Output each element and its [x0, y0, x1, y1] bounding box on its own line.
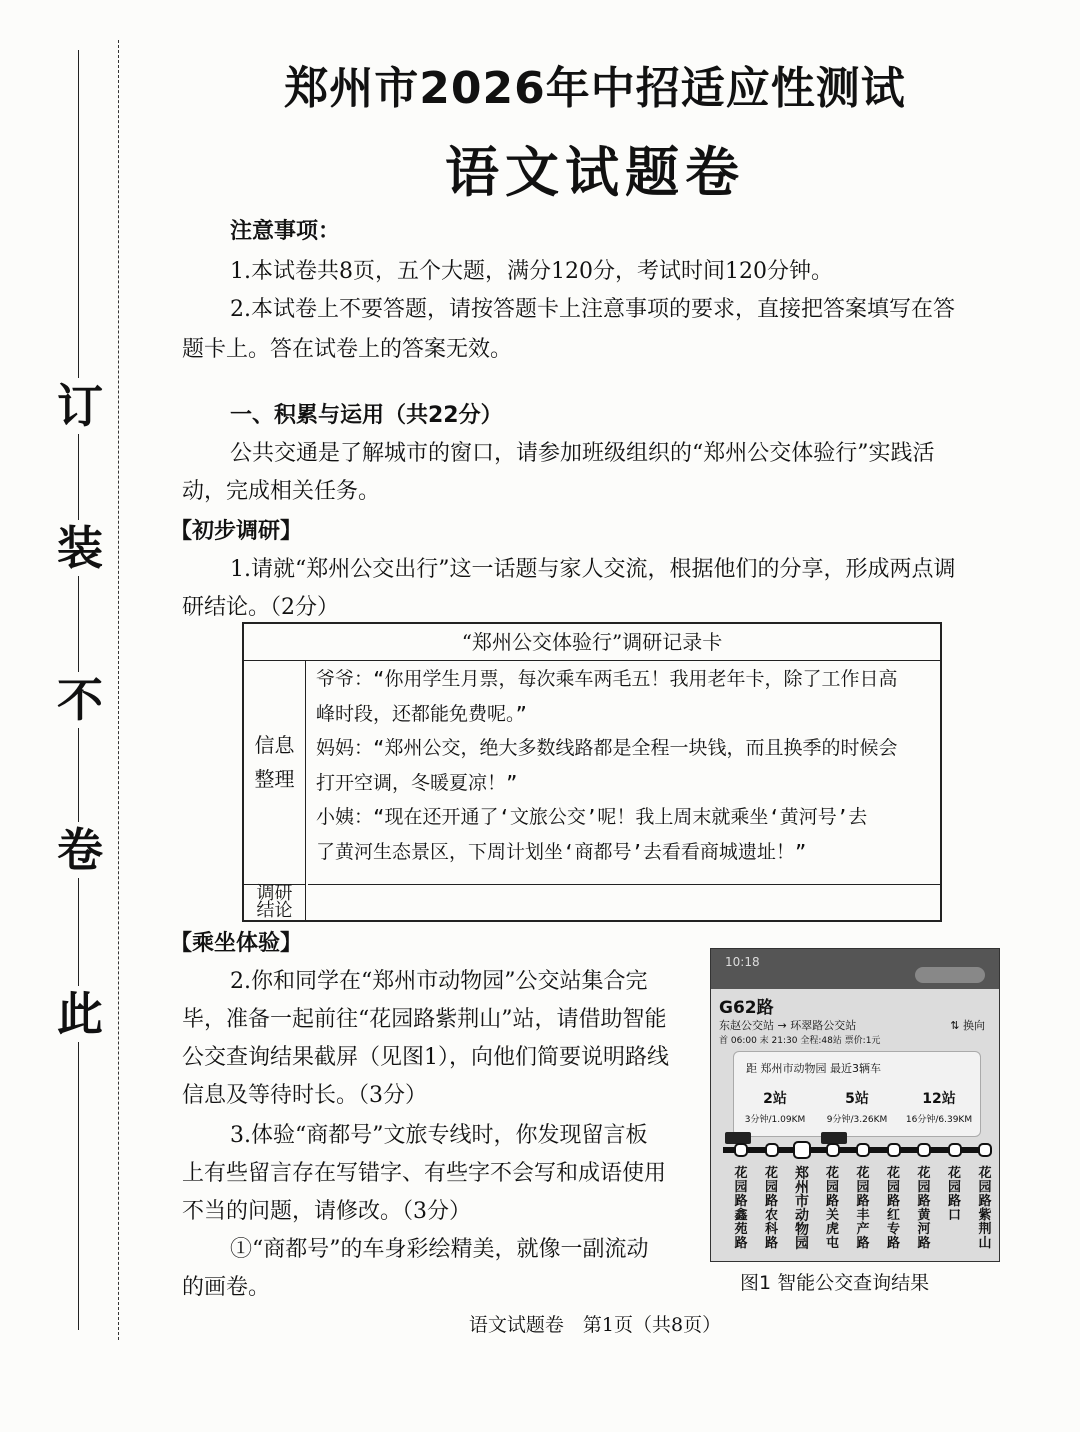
info-label-line: 整理 — [254, 767, 295, 791]
menu-capsule-icon — [915, 967, 985, 983]
binding-char-bu: 不 — [52, 672, 108, 728]
figure-caption: 图1 智能公交查询结果 — [740, 1272, 930, 1294]
route-from: 东赵公交站 — [719, 1019, 774, 1032]
info-line: 了黄河生态景区，下周计划坐‘商都号’去看看商城遗址！” — [316, 840, 807, 863]
station-dot — [948, 1143, 962, 1157]
binding-char-zhuang: 装 — [52, 520, 108, 576]
conclusion-label-line: 结论 — [256, 900, 293, 921]
bus-eta-text: 3分钟/1.09KM — [744, 1115, 806, 1125]
bus-eta-text: 16分钟/6.39KM — [905, 1115, 973, 1125]
part-heading-ride: 【乘坐体验】 — [170, 931, 303, 956]
question-3-cont: 上有些留言存在写错字、有些字不会写和成语使用 — [182, 1161, 667, 1186]
section-intro: 公共交通是了解城市的窗口，请参加班级组织的“郑州公交体验行”实践活 — [230, 441, 935, 466]
switch-direction-label: 换向 — [963, 1019, 985, 1032]
bus-eta-text: 9分钟/3.26KM — [826, 1115, 888, 1125]
question-2-cont: 信息及等待时长。（3分） — [182, 1083, 427, 1108]
question-3-item-1: ①“商都号”的车身彩绘精美，就像一副流动 — [230, 1237, 649, 1262]
bus-stops-away: 12站 — [922, 1091, 956, 1107]
info-line: 妈妈：“郑州公交，绝大多数线路都是全程一块钱，而且换季的时候会 — [316, 737, 898, 759]
binding-char-juan: 卷 — [52, 822, 108, 878]
table-title: “郑州公交体验行”调研记录卡 — [244, 624, 940, 661]
info-line: 打开空调，冬暖夏凉！” — [316, 771, 518, 794]
conclusion-answer-area — [308, 885, 940, 920]
binding-char-ding: 订 — [52, 378, 108, 434]
station-dot — [765, 1143, 779, 1157]
route-number: G62路 — [719, 998, 774, 1018]
notice-heading: 注意事项： — [230, 219, 341, 244]
question-3-cont: 不当的问题，请修改。（3分） — [182, 1199, 471, 1224]
status-time: 10:18 — [725, 955, 760, 969]
station-dot — [887, 1143, 901, 1157]
bus-eta-1 — [740, 1088, 810, 1125]
notice-item-1: 1.本试卷共8页，五个大题，满分120分，考试时间120分钟。 — [230, 259, 833, 284]
station-name: 花园路农科路 — [764, 1166, 778, 1251]
switch-direction-button: ⇅ 换向 — [950, 1019, 985, 1032]
section-heading: 一、积累与运用（共22分） — [230, 403, 503, 428]
info-content — [308, 660, 940, 885]
station-dot — [793, 1141, 811, 1159]
route-to: 环翠路公交站 — [790, 1019, 857, 1032]
conclusion-label — [244, 885, 306, 920]
bus-stops-away: 5站 — [845, 1091, 869, 1107]
part-heading-research: 【初步调研】 — [170, 519, 303, 544]
question-3: 3.体验“商都号”文旅专线时，你发现留言板 — [230, 1123, 648, 1148]
question-2-cont: 公交查询结果截屏（见图1），向他们简要说明路线 — [182, 1045, 669, 1070]
route-arrow: → — [777, 1019, 787, 1032]
info-label — [244, 660, 306, 885]
info-label-line: 信息 — [254, 733, 295, 757]
station-name: 花园路丰产路 — [856, 1166, 870, 1251]
station-name: 花园路关虎屯 — [825, 1166, 839, 1251]
notice-item-2: 2.本试卷上不要答题，请按答题卡上注意事项的要求，直接把答案填写在答 — [230, 297, 955, 322]
binding-char-ci: 此 — [52, 986, 108, 1042]
info-line: 小姨：“现在还开通了‘文旅公交’呢！我上周末就乘坐‘黄河号’去 — [316, 806, 868, 828]
station-name: 花园路黄河路 — [917, 1166, 931, 1251]
nearest-buses-title: 距 郑州市动物园 最近3辆车 — [746, 1062, 881, 1075]
bus-stops-away: 2站 — [763, 1091, 787, 1107]
route-schedule: 首 06:00 末 21:30 全程:48站 票价:1元 — [719, 1036, 881, 1046]
question-1-cont: 研结论。（2分） — [182, 595, 339, 620]
question-2: 2.你和同学在“郑州市动物园”公交站集合完 — [230, 969, 648, 994]
phone-status-bar — [711, 949, 999, 989]
station-name: 花园路红专路 — [886, 1166, 900, 1251]
bus-eta-2 — [822, 1088, 892, 1125]
bus-eta-3 — [904, 1088, 974, 1125]
station-name: 花园路口 — [947, 1166, 961, 1223]
record-card-table — [242, 622, 942, 922]
bus-query-screenshot — [710, 948, 1000, 1262]
question-1: 1.请就“郑州公交出行”这一话题与家人交流，根据他们的分享，形成两点调 — [230, 557, 956, 582]
nearest-buses-panel — [733, 1051, 981, 1137]
info-line: 峰时段，还都能免费呢。” — [316, 702, 527, 725]
station-name: 花园路紫荆山 — [978, 1166, 992, 1251]
notice-item-2-cont: 题卡上。答在试卷上的答案无效。 — [182, 337, 513, 362]
station-dot — [826, 1143, 840, 1157]
station-name: 花园路鑫苑路 — [734, 1166, 748, 1251]
exam-subtitle: 语文试题卷 — [445, 141, 745, 204]
binding-dashed-rule — [118, 40, 119, 1340]
question-3-item-1-cont: 的画卷。 — [182, 1275, 271, 1300]
exam-title: 郑州市2026年中招适应性测试 — [284, 63, 906, 114]
conclusion-label-line: 调研 — [256, 883, 293, 904]
info-line: 爷爷：“你用学生月票，每次乘车两毛五！我用老年卡，除了工作日高 — [316, 668, 898, 690]
page-footer: 语文试题卷 第1页（共8页） — [468, 1314, 722, 1336]
station-name: 郑州市动物园 — [795, 1166, 809, 1252]
station-dot — [978, 1143, 992, 1157]
station-dot — [917, 1143, 931, 1157]
station-dot — [856, 1143, 870, 1157]
question-2-cont: 毕，准备一起前往“花园路紫荆山”站，请借助智能 — [182, 1007, 667, 1032]
station-dot — [734, 1143, 748, 1157]
route-endpoints — [719, 1017, 856, 1033]
section-intro-cont: 动，完成相关任务。 — [182, 479, 381, 504]
